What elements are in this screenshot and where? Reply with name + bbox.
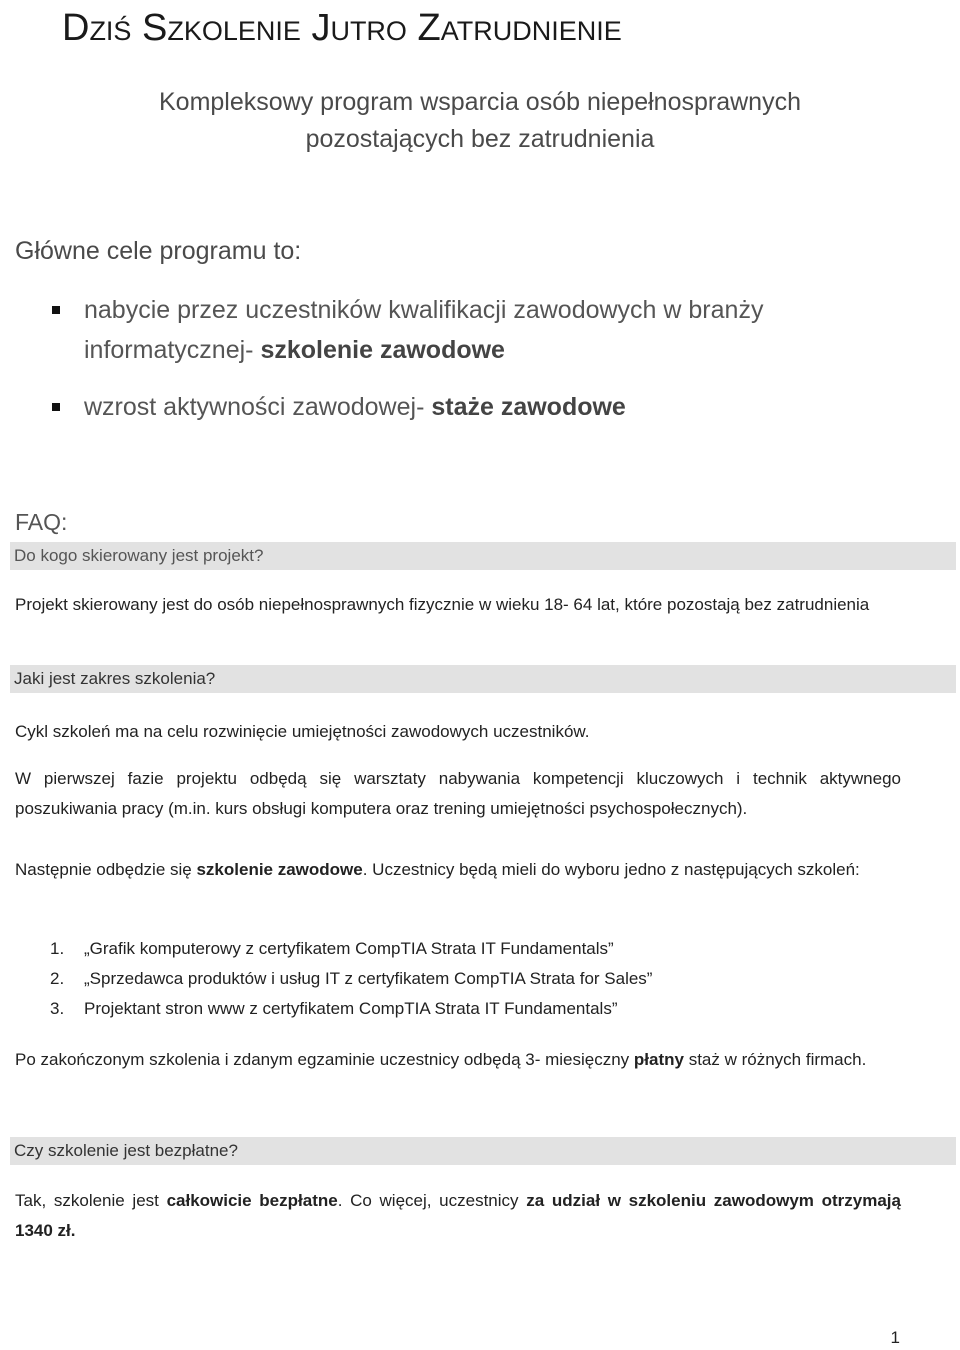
square-bullet-icon bbox=[52, 306, 60, 314]
answer-highlight: płatny bbox=[633, 1050, 684, 1069]
answer-highlight: za udział w szkoleniu zawodowym otrzymają 1340 zł. bbox=[15, 1191, 901, 1240]
answer-text: staż w różnych firmach. bbox=[683, 1050, 867, 1069]
answer-text: . Uczestnicy będą mieli do wyboru jedno z następujących szkoleń: bbox=[362, 860, 860, 879]
goal-text: wzrost aktywności zawodowej- bbox=[84, 393, 432, 421]
course-item bbox=[50, 964, 652, 994]
course-list bbox=[50, 934, 652, 1024]
course-number: 3. bbox=[50, 999, 65, 1018]
course-title: Projektant stron www z certyfikatem CompTIA Strata IT Fundamentals” bbox=[84, 999, 618, 1018]
goal-highlight: szkolenie zawodowe bbox=[260, 336, 505, 364]
page-number: 1 bbox=[890, 1328, 900, 1347]
answer-text: . Co więcej, uczestnicy bbox=[337, 1191, 527, 1210]
faq-heading: FAQ: bbox=[15, 509, 68, 535]
answer-text: Po zakończonym szkolenia i zdanym egzaminie uczestnicy odbędą 3- miesięczny bbox=[15, 1050, 634, 1069]
page-subtitle bbox=[0, 84, 960, 158]
course-number: 1. bbox=[50, 939, 65, 958]
goals-heading: Główne cele programu to: bbox=[15, 237, 302, 265]
goal-highlight: staże zawodowe bbox=[431, 393, 626, 421]
page-title: Dziś Szkolenie Jutro Zatrudnienie bbox=[62, 7, 622, 49]
subtitle-line: Kompleksowy program wsparcia osób niepełnosprawnych bbox=[159, 88, 801, 116]
faq-question: Do kogo skierowany jest projekt? bbox=[10, 542, 956, 570]
faq-question: Jaki jest zakres szkolenia? bbox=[10, 665, 956, 693]
subtitle-line: pozostających bez zatrudnienia bbox=[305, 125, 655, 153]
goal-item bbox=[0, 387, 914, 427]
course-item bbox=[50, 994, 652, 1024]
faq-answer bbox=[15, 1186, 901, 1246]
faq-answer-paragraph bbox=[15, 1045, 901, 1075]
course-number: 2. bbox=[50, 969, 65, 988]
faq-question: Czy szkolenie jest bezpłatne? bbox=[10, 1137, 956, 1165]
faq-answer-paragraph: W pierwszej fazie projektu odbędą się warsztaty nabywania kompetencji kluczowych i technik aktywnego poszukiwania pracy (m.in. kurs obsługi komputera oraz trening umiejętności psychospołecznych). bbox=[15, 769, 901, 818]
faq-answer: Projekt skierowany jest do osób niepełnosprawnych fizycznie w wieku 18- 64 lat, które pozostają bez zatrudnienia bbox=[15, 595, 870, 614]
answer-text: Tak, szkolenie jest bbox=[15, 1191, 167, 1210]
goal-item bbox=[0, 290, 914, 370]
course-title: „Grafik komputerowy z certyfikatem CompTIA Strata IT Fundamentals” bbox=[84, 939, 614, 958]
goal-text: nabycie przez uczestników kwalifikacji zawodowych w branży informatycznej- bbox=[84, 296, 764, 364]
faq-answer-paragraph: Cykl szkoleń ma na celu rozwinięcie umiejętności zawodowych uczestników. bbox=[15, 722, 590, 741]
goals-list bbox=[0, 290, 960, 427]
answer-highlight: całkowicie bezpłatne bbox=[166, 1191, 338, 1210]
answer-text: Następnie odbędzie się bbox=[15, 860, 197, 879]
answer-highlight: szkolenie zawodowe bbox=[196, 860, 363, 879]
course-title: „Sprzedawca produktów i usług IT z certyfikatem CompTIA Strata for Sales” bbox=[84, 969, 653, 988]
faq-answer-paragraph bbox=[15, 855, 901, 885]
course-item bbox=[50, 934, 652, 964]
square-bullet-icon bbox=[52, 403, 60, 411]
